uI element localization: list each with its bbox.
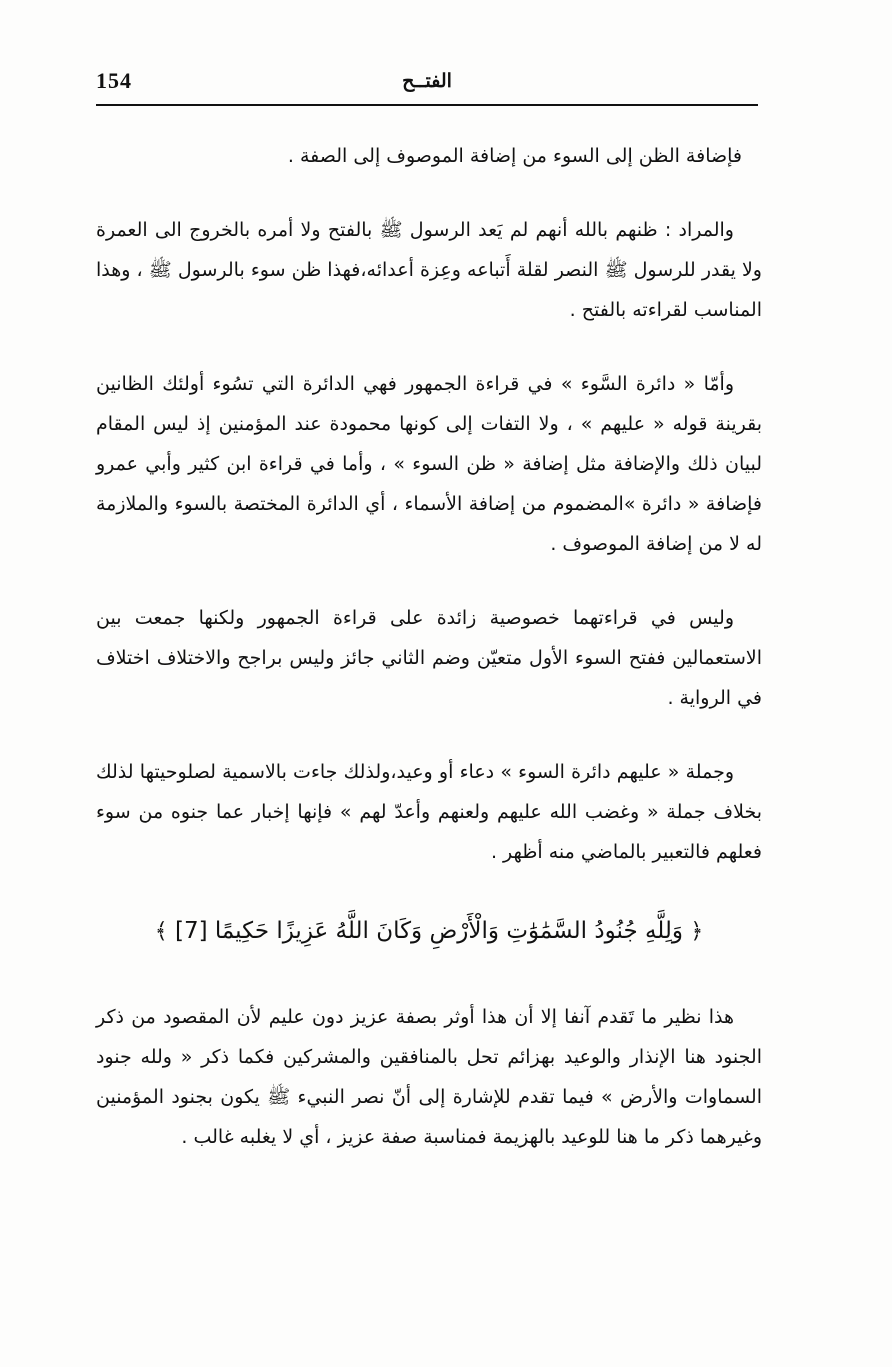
quran-verse xyxy=(96,906,762,957)
paragraph-5: وجملة « عليهم دائرة السوء » دعاء أو وعيد،ولذلك جاءت بالاسمية لصلوحيتها لذلك بخلاف جملة « وغضب الله عليهم ولعنهم وأعدّ لهم » فإنها إخبار عما جنوه من سوء فعلهم فالتعبير بالماضي منه أظهر . xyxy=(96,761,762,863)
main-text xyxy=(96,136,762,1191)
paragraph-3: وأمّا « دائرة السَّوء » في قراءة الجمهور فهي الدائرة التي تسُوء أولئك الظانين بقرينة قوله « عليهم » ، ولا التفات إلى كونها محمودة عند المؤمنين إذ ليس المقام لبيان ذلك والإضافة مثل إضافة « ظن السوء » ، وأما في قراءة ابن كثير وأبي عمرو فإضافة « دائرة »المضموم من إضافة الأسماء ، أي الدائرة المختصة بالسوء والملازمة له لا من إضافة الموصوف . xyxy=(96,373,762,555)
running-title: الفتــح xyxy=(402,70,452,92)
verse-open-bracket: ﴿ xyxy=(690,919,704,944)
page-header xyxy=(96,60,758,100)
verse-close-bracket: ﴾ xyxy=(154,919,168,944)
verse-text: وَلِلَّهِ جُنُودُ السَّمَٰوَٰتِ وَالْأَرْضِ وَكَانَ اللَّهُ عَزِيزًا حَكِيمًا xyxy=(214,918,684,944)
verse-number: [7] xyxy=(174,918,208,944)
commentary-paragraph: هذا نظير ما تَقدم آنفا إلا أن هذا أوثر بصفة عزيز دون عليم لأن المقصود من ذكر الجنود هنا الإنذار والوعيد بهزائم تحل بالمنافقين والمشركين فكما ذكر « ولله جنود السماوات والأرض » فيما تقدم للإشارة إلى أنّ نصر النبيء ﷺ يكون بجنود المؤمنين وغيرهما ذكر ما هنا للوعيد بالهزيمة فمناسبة صفة عزيز ، أي لا يغلبه غالب . xyxy=(96,1006,762,1148)
paragraph-1: فإضافة الظن إلى السوء من إضافة الموصوف إلى الصفة . xyxy=(287,145,742,167)
paragraph-4: وليس في قراءتهما خصوصية زائدة على قراءة الجمهور ولكنها جمعت بين الاستعمالين ففتح السوء الأول متعيّن وضم الثاني جائز وليس براجح والاختلاف اختلاف في الرواية . xyxy=(96,607,762,709)
paragraph-2: والمراد : ظنهم بالله أنهم لم يَعد الرسول ﷺ بالفتح ولا أمره بالخروج الى العمرة ولا يقدر للرسول ﷺ النصر لقلة أَتباعه وعِزة أعدائه،فهذا ظن سوء بالرسول ﷺ ، وهذا المناسب لقراءته بالفتح . xyxy=(96,219,762,321)
page-number: 154 xyxy=(96,68,132,93)
header-rule xyxy=(96,104,758,106)
